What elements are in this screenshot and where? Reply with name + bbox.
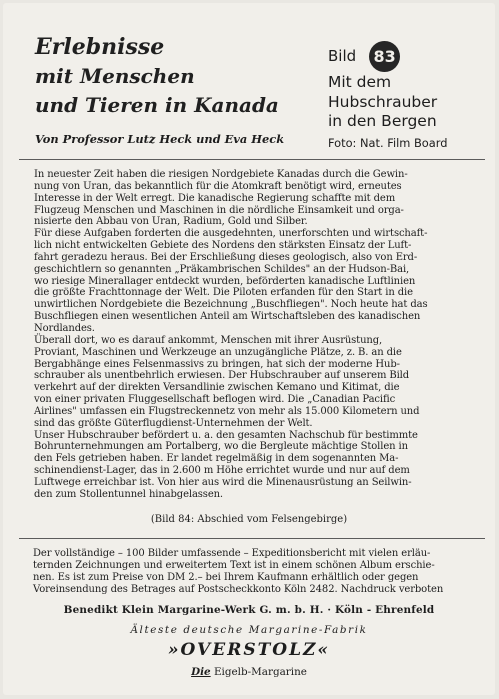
body-line: Airlines" umfassen ein Flugstreckennetz von mehr als 15.000 Kilometern und [34, 405, 420, 417]
body-line: Unser Hubschrauber befördert u. a. den gesamten Nachschub für bestimmte [34, 429, 418, 441]
header-divider [19, 159, 485, 160]
body-line: sind das größte Güterflugdienst-Unternehmen der Welt. [34, 417, 313, 429]
notice-line: Voreinsendung des Betrages auf Postscheckkonto Köln 2482. Nachdruck verboten [33, 583, 444, 595]
card-subject-line-3: in den Bergen [328, 112, 437, 130]
body-line: die größte Frachttonnage der Welt. Die Piloten erfanden für den Start in die [34, 287, 413, 299]
series-title-line-1: Erlebnisse [35, 34, 165, 60]
album-notice [33, 548, 479, 596]
body-line: Interesse in der Welt erregt. Die kanadische Regierung schaffte mit dem [34, 192, 396, 204]
body-line: Bohrunternehmungen am Portalberg, wo die Bergleute mächtige Stollen in [34, 441, 408, 453]
body-line: den zum Stollentunnel hinabgelassen. [34, 488, 223, 500]
body-line: lich nicht entwickelten Gebiete des Nordens den stärksten Einsatz der Luft- [34, 240, 412, 252]
body-line: Überall dort, wo es darauf ankommt, Menschen mit ihrer Ausrüstung, [34, 334, 383, 346]
body-line: Flugzeug Menschen und Maschinen in die nördliche Einsamkeit und orga- [34, 204, 404, 216]
body-line: Proviant, Maschinen und Werkzeuge an unzugängliche Plätze, z. B. an die [34, 346, 402, 358]
photo-credit: Foto: Nat. Film Board [328, 135, 448, 150]
body-line: nisierte den Abbau von Uran, Radium, Gold und Silber. [34, 216, 308, 228]
body-line: wo riesige Minerallager entdeckt wurden, beförderten kanadische Luftlinien [34, 275, 416, 287]
body-line: In neuester Zeit haben die riesigen Nordgebiete Kanadas durch die Gewin- [34, 169, 408, 180]
body-line: Für diese Aufgaben forderten die ausgedehnten, unerforschten und wirtschaft- [34, 228, 428, 240]
body-line: fahrt geradezu heraus. Bei der Erschließung dieses geologisch, also von Erd- [34, 251, 418, 263]
notice-line: ternden Zeichnungen und erweitertem Text ist in einem schönen Album erschie- [33, 559, 435, 571]
body-line: Buschfliegen einen wesentlichen Anteil am Wirtschaftsleben des kanadischen [34, 311, 421, 323]
body-line: geschichtlern so genannten „Präkambrischen Schildes" an der Hudson-Bai, [34, 263, 410, 275]
body-line: Bergabhänge eines Felsenmassivs zu bringen, hat sich der moderne Hub- [34, 358, 400, 370]
body-line: schinendienst-Lager, das in 2.600 m Höhe errichtet wurde und nur auf dem [34, 465, 410, 477]
card-subject-line-1: Mit dem [328, 73, 392, 91]
body-text [34, 169, 474, 501]
product-name: Eigelb-Margarine [213, 666, 307, 678]
product-line [3, 666, 495, 678]
card-info [328, 39, 488, 150]
advertiser-company: Benedikt Klein Margarine-Werk G. m. b. H. · Köln - Ehrenfeld [63, 604, 435, 616]
advertiser-tagline: Älteste deutsche Margarine-Fabrik [130, 624, 368, 636]
card-label: Bild [328, 47, 357, 65]
series-title-line-2: mit Menschen [35, 64, 195, 88]
body-line: von einer privaten Fluggesellschaft beflogen wird. Die „Canadian Pacific [34, 394, 396, 406]
authors-byline: Von Professor Lutz Heck und Eva Heck [35, 132, 285, 146]
body-line: Nordlandes. [34, 322, 95, 334]
body-line: verkehrt auf der direkten Versandlinie zwischen Kemano und Kitimat, die [34, 382, 400, 394]
body-line: den Fels getrieben haben. Er landet regelmäßig in dem sogenannten Ma- [34, 453, 399, 465]
brand-name: »OVERSTOLZ« [167, 640, 331, 660]
series-title-line-3: und Tieren in Kanada [35, 93, 279, 117]
notice-line: nen. Es ist zum Preise von DM 2.– bei Ihrem Kaufmann erhältlich oder gegen [33, 571, 419, 583]
card-number-badge: 83 [369, 41, 400, 72]
product-prefix: Die [191, 666, 211, 678]
notice-line: Der vollständige – 100 Bilder umfassende – Expeditionsbericht mit vielen erläu- [33, 548, 431, 559]
body-line: schrauber als unentbehrlich erwiesen. Der Hubschrauber auf unserem Bild [34, 370, 410, 382]
card-subject-line-2: Hubschrauber [328, 92, 438, 111]
body-line: Luftwege erreichbar ist. Von hier aus wird die Minenausrüstung an Seilwin- [34, 476, 412, 488]
body-line: nung von Uran, das bekanntlich für die Atomkraft benötigt wird, erneutes [34, 180, 402, 192]
next-card-caption: (Bild 84: Abschied vom Felsengebirge) [150, 514, 348, 525]
body-line: unwirtlichen Nordgebiete die Bezeichnung „Buschfliegen". Noch heute hat das [34, 299, 428, 311]
collector-card [3, 3, 495, 695]
footer-divider [19, 538, 485, 539]
series-title [35, 33, 305, 120]
